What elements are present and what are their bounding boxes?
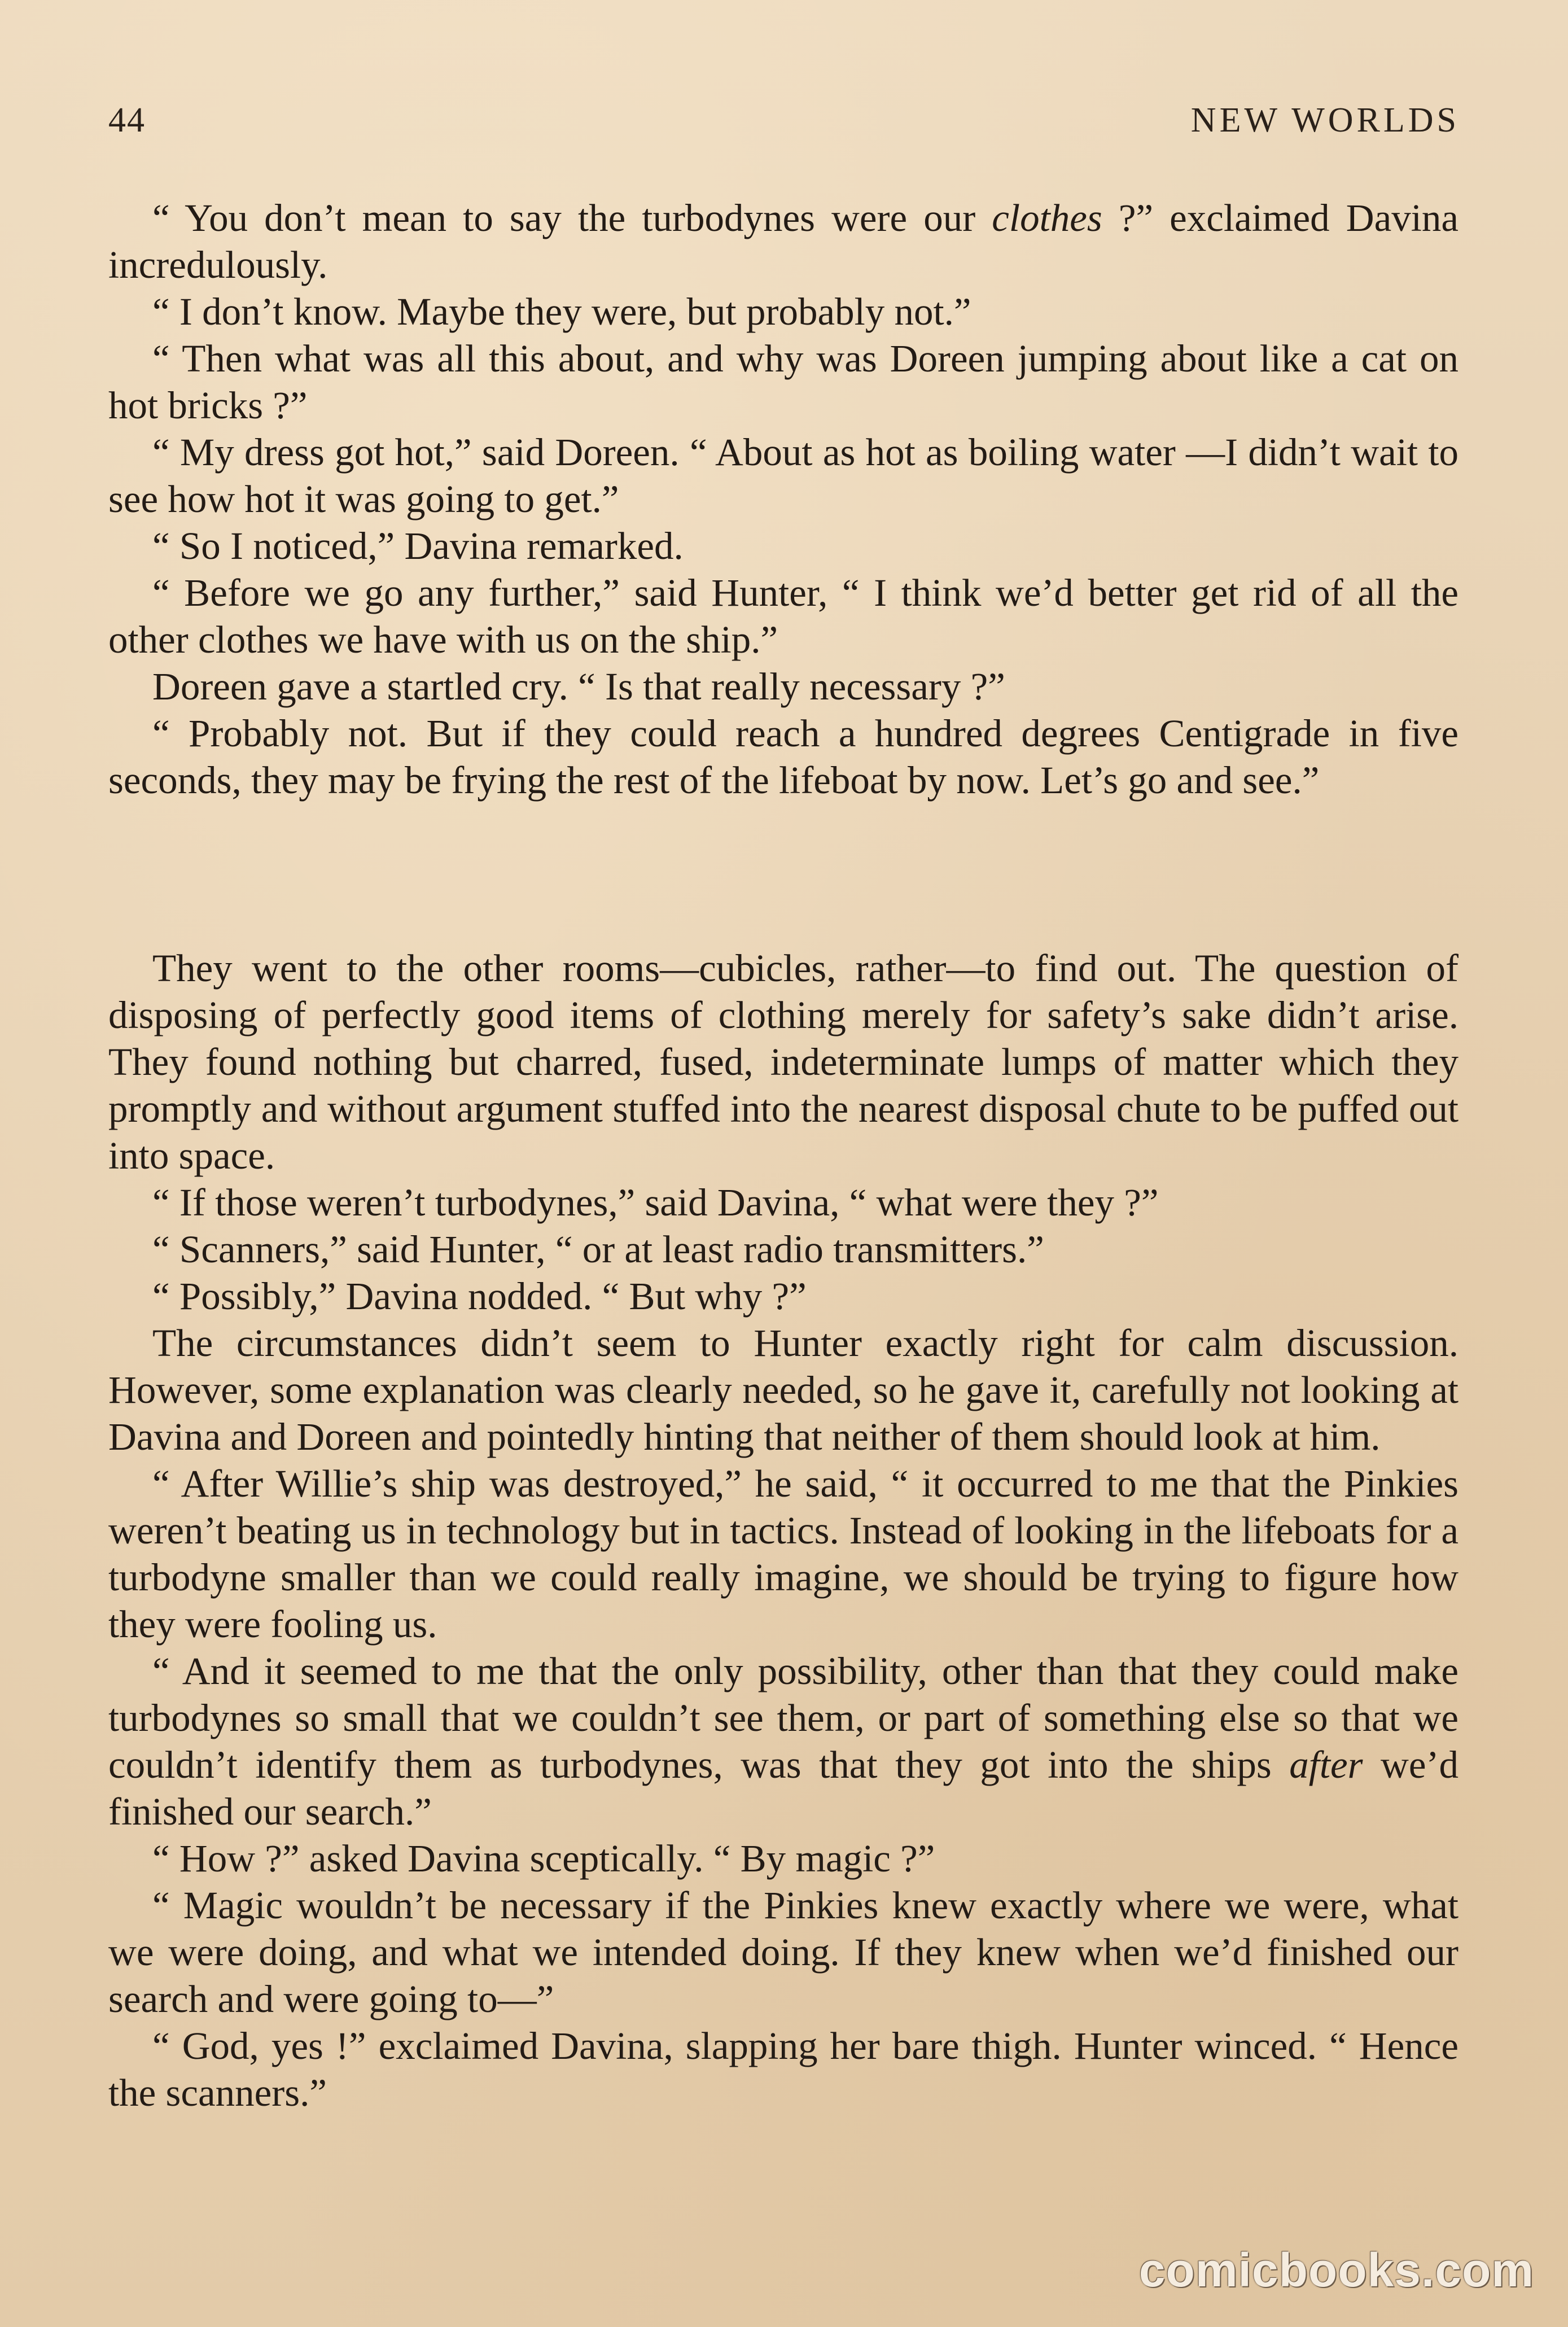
paragraph-text: They went to the other rooms—cubicles, rather—to find out. The question of disposing of perfectly good items of clothing merely for safety’s sake didn’t arise. They found nothing but charred, fused, indeterminate lumps of matter which they promptly and without argument stuffed into the nearest disposal chute to be puffed out into space. (108, 947, 1458, 1177)
paragraph-text: “ Before we go any further,” said Hunter, “ I think we’d better get rid of all the other clothes we have with us on the ship.” (108, 571, 1458, 661)
paragraph (108, 523, 1458, 570)
paragraph (108, 1460, 1458, 1648)
paragraph-text: “ Probably not. But if they could reach a hundred degrees Centigrade in five seconds, they may be frying the rest of the lifeboat by now. Let’s go and see.” (108, 712, 1458, 802)
paragraph-text: we’d finished our search.” (108, 1743, 1458, 1833)
paragraph-text: “ After Willie’s ship was destroyed,” he said, “ it occurred to me that the Pinkies weren’t beating us in technology but in tactics. Instead of looking in the lifeboats for a turbodyne smaller than we could really imagine, we should be trying to figure how they were fooling us. (108, 1462, 1458, 1646)
paragraph (108, 1835, 1458, 1882)
page-number: 44 (108, 101, 146, 139)
paragraph (108, 1226, 1458, 1273)
paragraph (108, 663, 1458, 710)
paragraph (108, 710, 1458, 804)
paragraph (108, 1273, 1458, 1320)
paragraph-text: “ I don’t know. Maybe they were, but probably not.” (152, 290, 971, 333)
paragraph (108, 1882, 1458, 2023)
paragraph (108, 1179, 1458, 1226)
body-text-section-1 (108, 195, 1458, 804)
paragraph-text: ?” exclaimed Davina incredulously. (108, 196, 1459, 286)
watermark: comicbooks.com (1138, 2243, 1534, 2297)
paragraph (108, 2023, 1458, 2116)
paragraph (108, 429, 1458, 523)
italic-text: after (1289, 1743, 1363, 1786)
paragraph (108, 1320, 1458, 1460)
paragraph (108, 1648, 1458, 1835)
body-text-section-2 (108, 945, 1458, 2116)
paragraph-text: “ My dress got hot,” said Doreen. “ About as hot as boiling water —I didn’t wait to see how hot it was going to get.” (108, 431, 1458, 520)
paragraph-text: Doreen gave a startled cry. “ Is that really necessary ?” (152, 665, 1005, 708)
running-head (108, 100, 1460, 151)
paragraph-text: “ Magic wouldn’t be necessary if the Pinkies knew exactly where we were, what we were doing, and what we intended doing. If they knew when we’d finished our search and were going to—” (108, 1884, 1458, 2020)
paragraph-text: “ You don’t mean to say the turbodynes were our (152, 196, 992, 239)
paragraph-text: “ If those weren’t turbodynes,” said Davina, “ what were they ?” (152, 1181, 1159, 1224)
paragraph-text: “ Scanners,” said Hunter, “ or at least radio transmitters.” (152, 1228, 1044, 1271)
paragraph-text: The circumstances didn’t seem to Hunter exactly right for calm discussion. However, some explanation was clearly needed, so he gave it, carefully not looking at Davina and Doreen and pointedly hinting that neither of them should look at him. (108, 1322, 1458, 1458)
paragraph (108, 195, 1458, 288)
paragraph (108, 570, 1458, 663)
italic-text: clothes (992, 196, 1102, 239)
paragraph-text: “ God, yes !” exclaimed Davina, slapping her bare thigh. Hunter winced. “ Hence the scanners.” (108, 2024, 1458, 2114)
paragraph-text: “ And it seemed to me that the only possibility, other than that they could make turbodynes so small that we couldn’t see them, or part of something else so that we couldn’t identify them as turbodynes, was that they got into the ships (108, 1650, 1458, 1786)
paragraph (108, 945, 1458, 1179)
paragraph-text: “ Then what was all this about, and why was Doreen jumping about like a cat on hot bricks ?” (108, 337, 1458, 427)
paragraph (108, 335, 1458, 429)
paragraph-text: “ Possibly,” Davina nodded. “ But why ?” (152, 1275, 807, 1318)
paragraph (108, 288, 1458, 335)
paragraph-text: “ How ?” asked Davina sceptically. “ By magic ?” (152, 1837, 935, 1880)
running-title: NEW WORLDS (1190, 101, 1460, 139)
paragraph-text: “ So I noticed,” Davina remarked. (152, 524, 684, 567)
